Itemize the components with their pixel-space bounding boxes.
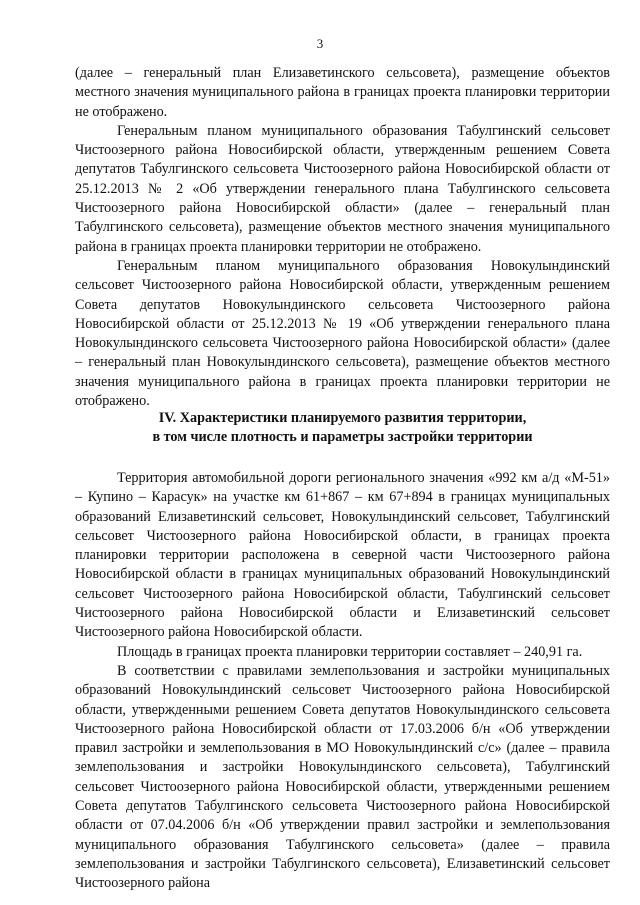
section-heading [75,409,610,448]
section-heading-line-1: IV. Характеристики планируемого развития территории, [158,410,527,426]
paragraph: Территория автомобильной дороги регионального значения «992 км а/д «М-51» – Купино – Карасук» на участке км 61+867 – км 67+894 в границах муниципальных образований Елизаветинский сельсовет, Новокулындинский сельсовет, Табулгинский сельсовет Чистоозерного района Новосибирской области, в границах проекта планировки территории расположена в северной части Чистоозерного района Новосибирской области в границах муниципальных образований Новокулындинский сельсовет Чистоозерного района Новосибирской области, Табулгинский сельсовет Чистоозерного района Новосибирской области и Елизаветинский сельсовет Чистоозерного района Новосибирской области. [75,470,610,641]
paragraph: Площадь в границах проекта планировки территории составляет – 240,91 га. [117,643,583,660]
page-number: 3 [316,36,324,51]
paragraph: В соответствии с правилами землепользования и застройки муниципальных образований Новокулындинский сельсовет Чистоозерного района Новосибирской области, утвержденными решением Совета депутатов Новокулындинского сельсовета Чистоозерного района Новосибирской области от 17.03.2006 б/н «Об утверждении правил застройки и землепользования в МО Новокулындинский с/с» (далее – правила землепользования и застройки Новокулындинского сельсовета), Табулгинский сельсовет Чистоозерного района Новосибирской области, утвержденными решением Совета депутатов Табулгинского сельсовета Чистоозерного района Новосибирской области от 07.04.2006 б/н «Об утверждении правил застройки и землепользования муниципального образования Табулгинского сельсовета» (далее – правила землепользования и застройки Табулгинского сельсовета), Елизаветинский сельсовет Чистоозерного района [75,662,610,892]
paragraph: Генеральным планом муниципального образования Табулгинский сельсовет Чистоозерного района Новосибирской области, утвержденным решением Совета депутатов Табулгинского сельсовета Чистоозерного района Новосибирской области от 25.12.2013 № 2 «Об утверждении генерального плана Табулгинского сельсовета Чистоозерного района Новосибирской области» (далее – генеральный план Табулгинского сельсовета), размещение объектов местного значения муниципального района в границах проекта планировки территории не отображено. [75,122,610,255]
body-text-after-heading [75,469,610,894]
paragraph: (далее – генеральный план Елизаветинского сельсовета), размещение объектов местного значения муниципального района в границах проекта планировки территории не отображено. [75,65,610,120]
body-text-before-heading [75,64,610,411]
paragraph: Генеральным планом муниципального образования Новокулындинский сельсовет Чистоозерного района Новосибирской области, утвержденным решением Совета депутатов Новокулындинского сельсовета Чистоозерного района Новосибирской области от 25.12.2013 № 19 «Об утверждении генерального плана Новокулындинского сельсовета Чистоозерного района Новосибирской области» (далее – генеральный план Новокулындинского сельсовета), размещение объектов местного значения муниципального района в границах проекта планировки территории не отображено. [75,257,610,410]
section-heading-line-2: в том числе плотность и параметры застройки территории [152,429,533,446]
